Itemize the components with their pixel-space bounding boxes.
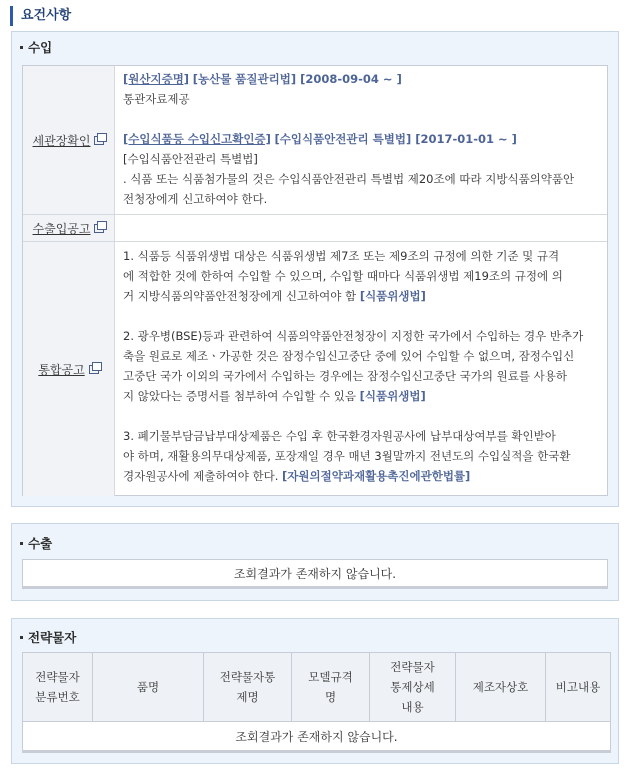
law-reference: [수입식품안전관리 특별법] [2017-01-01 ~ ] xyxy=(274,132,517,146)
popup-window-icon xyxy=(94,224,104,233)
content-text: 거 지방식품의약품안전청장에게 신고하여야 함 xyxy=(123,289,360,303)
column-header-text: 비고내용 xyxy=(555,680,601,694)
law-reference: [자원의절약과재활용촉진에관한법률] xyxy=(282,469,471,483)
column-header-text: 명 xyxy=(324,690,337,704)
row-label-cell xyxy=(23,66,115,214)
table-header-row xyxy=(23,653,611,722)
content-text: 통관자료제공 xyxy=(123,92,190,106)
column-header-text: 제명 xyxy=(236,690,259,704)
column-header xyxy=(204,653,292,722)
content-text: 야 하며, 재활용의무대상제품, 포장재일 경우 매년 3월말까지 전년도의 수입실적을 한국환 xyxy=(123,449,571,463)
content-line xyxy=(123,89,599,109)
bullet-icon xyxy=(20,542,23,545)
content-text: 고중단 국가 이외의 국가에서 수입하는 경우에는 잠정수입신고중단 국가의 원료를 사용하 xyxy=(123,369,567,383)
content-text: 1. 식품등 식품위생법 대상은 식품위생법 제7조 또는 제9조의 규정에 의한 기준 및 규격 xyxy=(123,249,560,263)
content-line xyxy=(123,386,599,406)
column-header xyxy=(93,653,204,722)
customs-check-link[interactable]: 세관장확인 xyxy=(33,132,105,149)
column-header-text: 전략물자 xyxy=(390,660,435,674)
popup-window-icon xyxy=(89,365,99,374)
content-text: . 식품 또는 식품첨가물의 것은 수입식품안전관리 특별법 제20조에 따라 지방식품의약품안 xyxy=(123,172,575,186)
content-line xyxy=(123,426,599,446)
row-label-cell xyxy=(23,215,115,241)
content-line xyxy=(123,69,599,89)
content-text: 에 적합한 것에 한하여 수입할 수 있으며, 수입할 때마다 식품위생법 제19조의 규정에 의 xyxy=(123,269,563,283)
export-import-notice-link[interactable]: 수출입공고 xyxy=(33,220,105,237)
integrated-notice-link[interactable]: 통합공고 xyxy=(38,361,98,378)
content-line xyxy=(123,189,599,209)
content-text: 2. 광우병(BSE)등과 관련하여 식품의약품안전청장이 지정한 국가에서 수입하는 경우 반추가 xyxy=(123,329,584,343)
content-line xyxy=(123,366,599,386)
document-link[interactable]: [원산지증명] xyxy=(123,72,190,86)
column-header-text: 전략물자통 xyxy=(219,670,276,684)
column-header xyxy=(292,653,370,722)
column-header-text: 제조자상호 xyxy=(472,680,529,694)
column-header xyxy=(546,653,611,722)
column-header xyxy=(456,653,546,722)
content-text: 지 않았다는 증명서를 첨부하여 수입할 수 있음 xyxy=(123,389,360,403)
strategic-section-title xyxy=(20,628,76,646)
strategic-title-text: 전략물자 xyxy=(28,630,77,645)
content-text: 전청장에게 신고하여야 한다. xyxy=(123,192,268,206)
content-line xyxy=(123,406,599,426)
law-reference: [식품위생법] xyxy=(359,289,426,303)
content-line xyxy=(123,109,599,129)
content-line xyxy=(123,246,599,266)
column-header-text: 모델규격 xyxy=(308,670,353,684)
content-line xyxy=(123,446,599,466)
row-label-cell xyxy=(23,242,115,496)
import-section-title xyxy=(20,38,52,56)
export-title-text: 수출 xyxy=(28,536,53,551)
bullet-icon xyxy=(20,636,23,639)
popup-window-icon xyxy=(94,136,104,145)
content-line xyxy=(123,266,599,286)
export-section-title xyxy=(20,534,52,552)
import-requirements-table xyxy=(22,65,608,496)
bullet-icon xyxy=(20,46,23,49)
column-header-text: 분류번호 xyxy=(35,690,80,704)
content-line xyxy=(123,466,599,486)
content-line xyxy=(123,169,599,189)
integrated-notice-content xyxy=(123,246,599,486)
page-title: 요건사항 xyxy=(10,6,71,26)
customs-check-content xyxy=(123,69,599,209)
content-line xyxy=(123,129,599,149)
content-line xyxy=(123,149,599,169)
law-reference: [농산물 품질관리법] [2008-09-04 ~ ] xyxy=(192,72,402,86)
column-header-text: 통제상세 xyxy=(390,680,435,694)
export-section xyxy=(11,523,619,601)
content-text: 경자원공사에 제출하여야 한다. xyxy=(123,469,283,483)
content-text: 축을 원료로 제조ㆍ가공한 것은 잠정수입신고중단 중에 있어 수입할 수 없으며, 잠정수입신 xyxy=(123,349,575,363)
column-header xyxy=(23,653,93,722)
column-header-text: 품명 xyxy=(136,680,160,694)
strategic-items-table xyxy=(22,652,611,753)
export-empty-message: 조회결과가 존재하지 않습니다. xyxy=(22,559,608,589)
law-reference: [식품위생법] xyxy=(359,389,426,403)
import-title-text: 수입 xyxy=(28,40,53,55)
content-line xyxy=(123,286,599,306)
strategic-section xyxy=(11,618,619,764)
content-line xyxy=(123,306,599,326)
content-text: 3. 폐기물부담금납부대상제품은 수입 후 한국환경자원공사에 납부대상여부를 확인받아 xyxy=(123,429,556,443)
table-row xyxy=(23,722,611,752)
column-header-text: 내용 xyxy=(401,700,424,714)
column-header xyxy=(370,653,456,722)
content-line xyxy=(123,346,599,366)
strategic-empty-message: 조회결과가 존재하지 않습니다. xyxy=(23,722,611,752)
content-line xyxy=(123,326,599,346)
document-link[interactable]: [수입식품등 수입신고확인증] xyxy=(123,132,271,146)
column-header-text: 전략물자 xyxy=(35,670,80,684)
import-section xyxy=(11,31,619,507)
content-text: [수입식품안전관리 특별법] xyxy=(123,152,258,166)
